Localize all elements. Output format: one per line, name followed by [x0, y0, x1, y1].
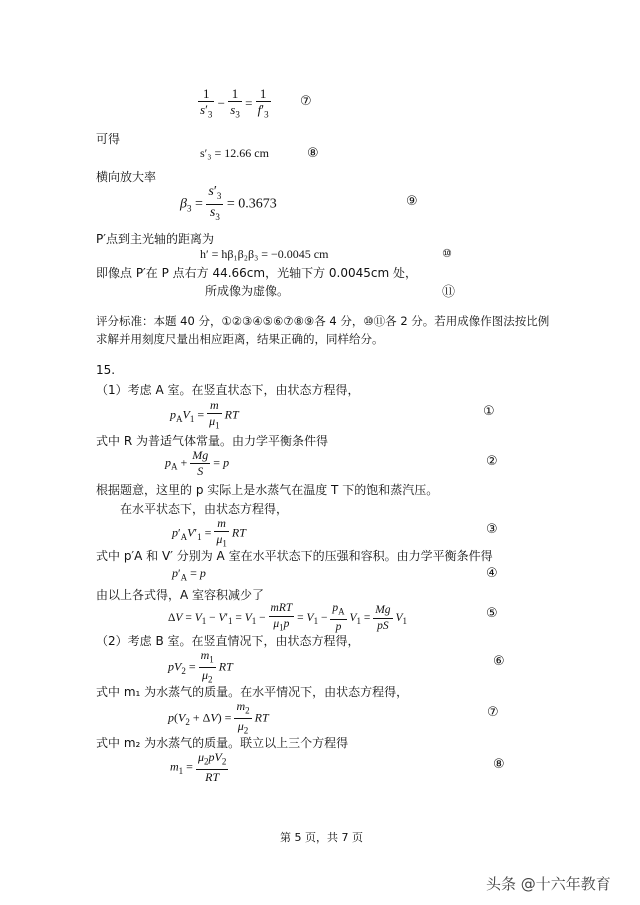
para-r-constant: 式中 R 为普适气体常量。由力学平衡条件得 [96, 434, 328, 448]
grading-standard-line2: 求解并用刻度尺量出相应距离，结果正确的，同样给分。 [96, 332, 384, 346]
equation-number-7b: ⑦ [487, 705, 499, 720]
equation-number-1: ① [483, 404, 495, 419]
equation-number-8: ⑧ [307, 146, 319, 161]
para-horizontal-state: 在水平状态下，由状态方程得， [120, 502, 289, 516]
para-consider-b: （2）考虑 B 室。在竖直情况下，由状态方程得， [96, 634, 360, 648]
page-footer: 第 5 页，共 7 页 [280, 831, 363, 844]
para-m1-mass: 式中 m₁ 为水蒸气的质量。在水平情况下，由状态方程得， [96, 685, 409, 699]
equation-number-8b: ⑧ [493, 757, 505, 772]
text-virtual-image: 所成像为虚像。 [205, 284, 290, 298]
equation-6: $pV_2$ = $\frac{m_1}{\mu_2}$ RT [168, 648, 233, 685]
text-lateral-magnification: 横向放大率 [96, 170, 157, 184]
equation-5: $\Delta V = V_1 - V'_1 = V_1$ − $\frac{\text{mRT}}{\mu_1p}$ = $V_1$ − $\frac{p_A}{p}$ $V_1$ = $\frac{Mg}{pS}$ $V_1$ [168, 602, 407, 634]
equation-7: $p(V_2 + \Delta V)$ = $\frac{m_2}{\mu_2}$ RT [168, 699, 269, 736]
equation-number-7: ⑦ [300, 94, 312, 109]
equation-number-2: ② [486, 454, 498, 469]
equation-number-11: ⑪ [442, 285, 456, 300]
grading-standard-line1: 评分标准：本题 40 分，①②③④⑤⑥⑦⑧⑨各 4 分，⑩⑪各 2 分。若用成像作图法按比例 [96, 314, 550, 328]
equation-number-6: ⑥ [493, 654, 505, 669]
para-pressure-volume: 式中 p′A 和 V′ 分别为 A 室在水平状态下的压强和容积。由力学平衡条件得 [96, 549, 493, 563]
equation-h-prime: h′ = hβ₁β₂β₃ = −0.0045 cm [200, 247, 329, 261]
text-image-location: 即像点 P′在 P 点右方 44.66cm，光轴下方 0.0045cm 处， [96, 266, 418, 280]
watermark: 头条 @十六年教育 [486, 875, 611, 893]
equation-number-4: ④ [486, 566, 498, 581]
para-volume-reduced: 由以上各式得，A 室容积减少了 [96, 588, 265, 602]
beta3-value: = 0.3673 [226, 196, 277, 212]
lens-equation: $\frac{1}{s'_3}$ − $\frac{1}{s_3}$ = $\frac{1}{f'_3}$ [200, 86, 269, 120]
para-consider-a: （1）考虑 A 室。在竖直状态下，由状态方程得， [96, 383, 360, 397]
para-saturation-pressure: 根据题意，这里的 p 实际上是水蒸气在温度 T 下的饱和蒸汽压。 [96, 483, 439, 497]
text-p-prime-distance: P′点到主光轴的距离为 [96, 232, 214, 246]
equation-number-3: ③ [486, 522, 498, 537]
problem-number: 15. [96, 363, 116, 377]
text-kede: 可得 [96, 132, 121, 146]
equation-8: $m_1$ = $\frac{\mu_2pV_2}{RT}$ [170, 750, 227, 785]
equation-number-9: ⑨ [406, 194, 418, 209]
equation-3: $p'_AV'_1$ = $\frac{m}{\mu_1}$ RT [172, 516, 246, 549]
equation-4: $p'_A = p$ [172, 566, 206, 583]
equation-number-5: ⑤ [486, 606, 498, 621]
para-m2-mass: 式中 m₂ 为水蒸气的质量。联立以上三个方程得 [96, 736, 349, 750]
equation-1: $p_AV_1$ = $\frac{m}{\mu_1}$ RT [170, 398, 239, 431]
equation-2: $p_A$ + $\frac{Mg}{S}$ = p [165, 448, 230, 478]
equation-number-10: ⑩ [442, 247, 452, 260]
equation-beta3: $\beta_3$ = $\frac{s'_3}{s_3}$ = 0.3673 [180, 184, 277, 222]
equation-s3-prime: s′₃ = 12.66 cm [200, 146, 269, 160]
